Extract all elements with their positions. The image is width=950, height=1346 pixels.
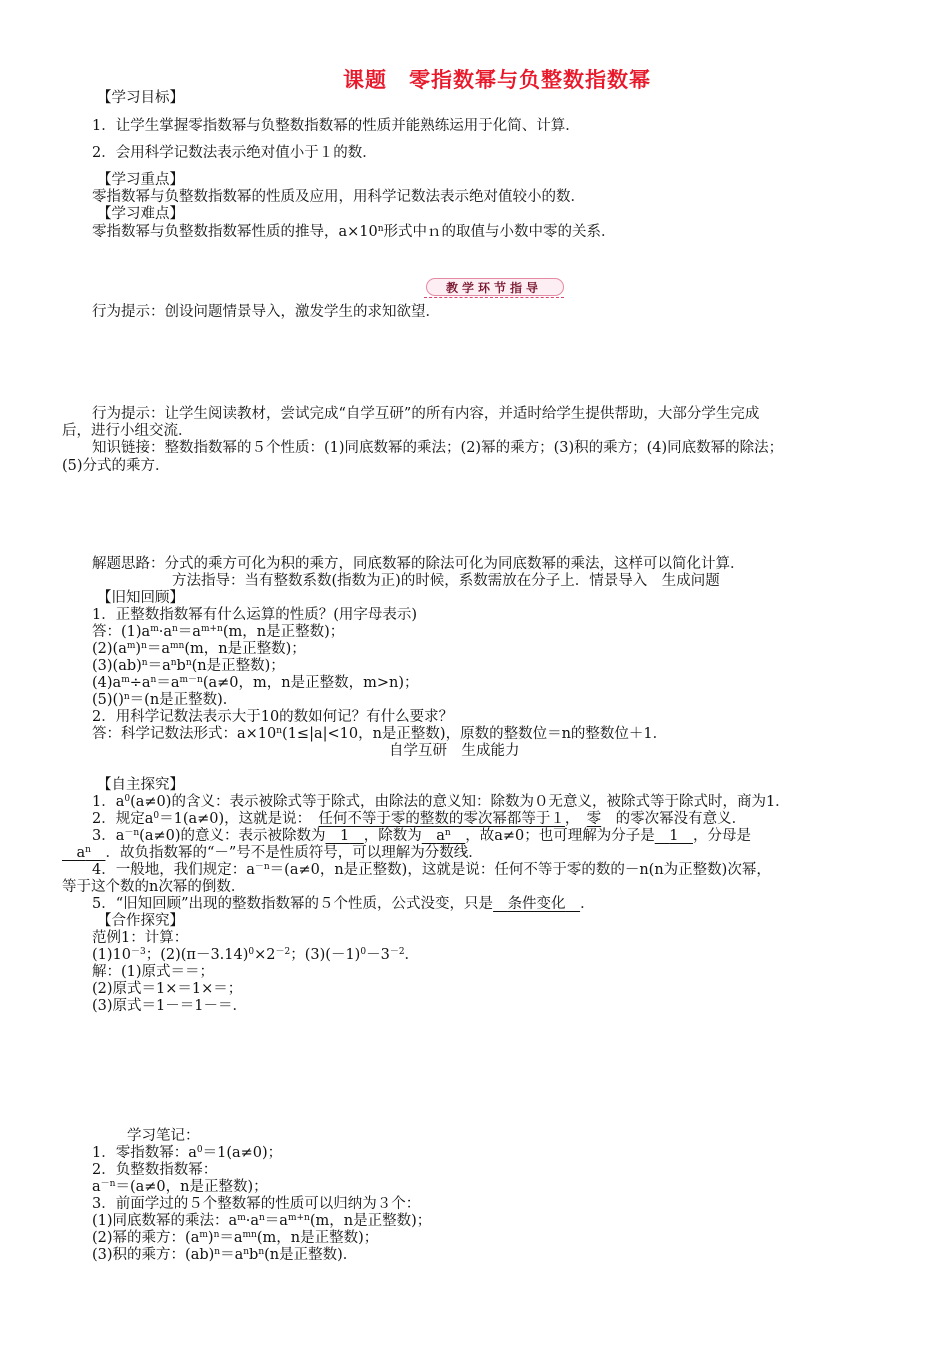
notes-title: 学习笔记： [127, 1128, 200, 1144]
review-q2: 2．用科学记数法表示大于10的数如何记？有什么要求？ [92, 709, 454, 725]
review-a1-rule-1: 答：$(1)a^m\cdot a^n=a^{m+n}(m$，n是正整数)； [92, 624, 345, 640]
knowledge-link-line-1: 知识链接：整数指数幂的５个性质：(1)同底数幂的乘法；(2)幂的乘方；(3)积的乘方；(4)同底数幂的除法； [92, 440, 784, 456]
review-a2: 答：科学记数法形式：$a\times 10^n(1\le|a|<10$，n是正整数)，原数的整数位＝n的整数位＋1． [92, 726, 668, 742]
explore-3-line-2: $a^n$ ．故负指数幂的“－”号不是性质符号，可以理解为分数线． [76, 845, 483, 861]
hint-2-line-1: 行为提示：让学生阅读教材，尝试完成“自学互研”的所有内容，并适时给学生提供帮助，大部分学生完成 [92, 406, 760, 422]
solving-idea: 解题思路：分式的乘方可化为积的乘方，同底数幂的除法可化为同底数幂的乘法，这样可以简化计算． [92, 556, 745, 572]
explore-3-line-1: 3．$a^{-n}(a\ne 0)$的意义：表示被除数为 1 ，除数为 $a^n$ ，故a≠0；也可理解为分子是 1 ，分母是 [92, 828, 751, 844]
section-learning-goals: 【学习目标】 [97, 90, 184, 106]
review-a1-rule-4: $(4)a^m\div a^n=a^{m-n}(a\ne 0$，m，n是正整数，m>n)； [92, 675, 419, 691]
example-1-problem: $(1)10^{-3}$；$(2)(\pi-3.14)^0\times 2^{-2}$；$(3)(-1)^0-3^{-2}$． [92, 947, 420, 963]
goal-2: 2．会用科学记数法表示绝对值小于１的数． [92, 145, 377, 161]
notes-3-rule-2: (2)幂的乘方：$(a^m)^n=a^{mn}(m$，n是正整数)； [92, 1230, 379, 1246]
hint-1: 行为提示：创设问题情景导入，激发学生的求知欲望． [92, 304, 440, 320]
example-1-title: 范例1：计算： [92, 930, 189, 946]
notes-2-formula: $a^{-n}=(a\ne 0$，n是正整数)； [92, 1179, 268, 1195]
solution-1: 解：(1)原式＝＝； [92, 964, 215, 980]
explore-2: 2．规定$a^0=1(a\ne 0)$，这就是说： 任何不等于零的整数的零次幂都等于１， 零 的零次幂没有意义． [92, 811, 747, 827]
method-guide: 方法指导：当有整数系数(指数为正)的时候，系数需放在分子上．情景导入 生成问题 [172, 573, 720, 589]
section-difficulties: 【学习难点】 [97, 206, 184, 222]
hint-2-line-2: 后，进行小组交流． [62, 423, 193, 439]
section-key-points: 【学习重点】 [97, 172, 184, 188]
solution-3: (3)原式＝1－＝1－＝． [92, 998, 247, 1014]
notes-2: 2．负整数指数幂： [92, 1162, 218, 1178]
review-a1-rule-3: $(3)(ab)^n=a^nb^n(n$是正整数)； [92, 658, 285, 674]
banner-dashed-rule [424, 297, 564, 298]
goal-1: 1．让学生掌握零指数幂与负整数指数幂的性质并能熟练运用于化简、计算． [92, 118, 580, 134]
explore-4-line-2: 等于这个数的n次幂的倒数． [62, 879, 246, 895]
notes-1: 1．零指数幂：$a^0=1(a\ne 0)$； [92, 1145, 283, 1161]
banner-text: 教学环节指导 [445, 281, 542, 295]
review-q1: 1．正整数指数幂有什么运算的性质？(用字母表示) [92, 607, 418, 623]
explore-5: 5．“旧知回顾”出现的整数指数幂的５个性质，公式没变，只是 条件变化 ． [92, 896, 595, 912]
teaching-guide-banner [424, 275, 564, 299]
difficulties-text: 零指数幂与负整数指数幂性质的推导，$a\times 10^n$形式中ｎ的取值与小数中零的关系． [92, 224, 616, 240]
section-self-explore: 【自主探究】 [97, 777, 184, 793]
notes-3-rule-1: (1)同底数幂的乘法：$a^m\cdot a^n=a^{m+n}(m$，n是正整数)； [92, 1213, 432, 1229]
page-title: 课题 零指数幂与负整数指数幂 [343, 68, 651, 92]
explore-4-line-1: 4．一般地，我们规定：$a^{-n}=(a\ne 0$，n是正整数)，这就是说：任何不等于零的数的－n(n为正整数)次幂， [92, 862, 771, 878]
section-review: 【旧知回顾】 [97, 590, 184, 606]
key-points-text: 零指数幂与负整数指数幂的性质及应用，用科学记数法表示绝对值较小的数． [92, 189, 585, 205]
review-a1-rule-5: (5)()$^n$＝(n是正整数)． [92, 692, 238, 708]
notes-3-rule-3: (3)积的乘方：$(ab)^n=a^nb^n(n$是正整数)． [92, 1247, 358, 1263]
notes-3: 3．前面学过的５个整数幂的性质可以归纳为３个： [92, 1196, 421, 1212]
subheading-self-study: 自学互研 生成能力 [389, 743, 520, 759]
knowledge-link-line-2: (5)分式的乘方． [62, 458, 170, 474]
review-a1-rule-2: $(2)(a^m)^n=a^{mn}(m$，n是正整数)； [92, 641, 306, 657]
solution-2: (2)原式＝1×＝1×＝； [92, 981, 243, 997]
section-cooperative: 【合作探究】 [97, 913, 184, 929]
explore-1: 1．$a^0(a\ne 0)$的含义：表示被除式等于除式，由除法的意义知：除数为０无意义，被除式等于除式时，商为1． [92, 794, 790, 810]
